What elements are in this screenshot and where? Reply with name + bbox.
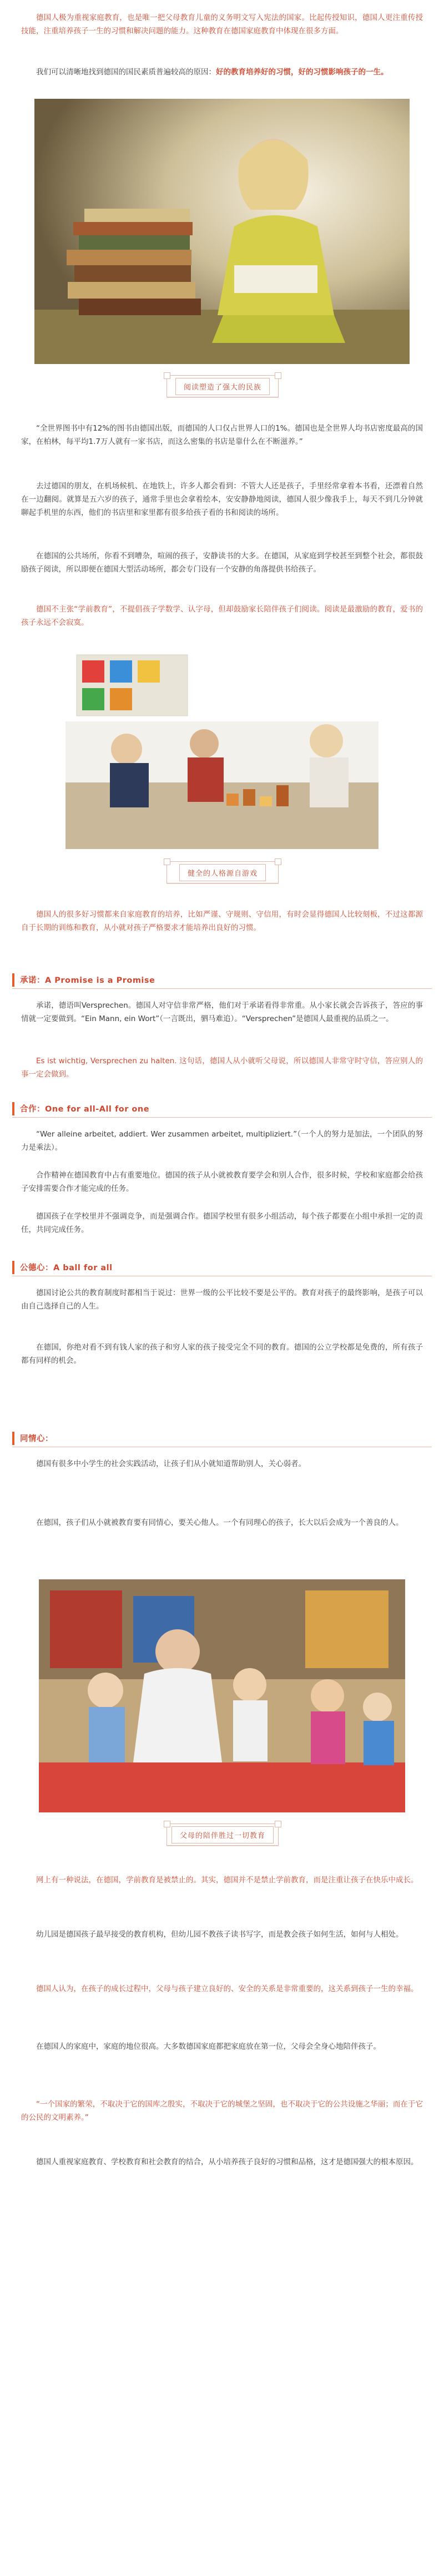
cooperation-paragraph-1: 合作精神在德国教育中占有重要地位。德国的孩子从小就被教育要学会和别人合作，很多时候，学校和家庭都会给孩子安排需要合作才能完成的任务。 [21, 1171, 423, 1193]
public-reading-paragraph: 在德国的公共场所，你看不到嘈杂，喧闹的孩子，安静读书的大多。在德国，从家庭到学校甚至到整个社会，都很鼓励孩子阅读，所以即便在德国大型活动场所，都会专门设有一个安静的角落提供书给孩子。 [21, 552, 423, 574]
cooperation-quote-paragraph: “Wer alleine arbeitet, addiert. Wer zusammen arbeitet, multipliziert.”（一个人的努力是加法，一个团队的努力是乘法）。 [21, 1130, 423, 1152]
intro-conclusion: 我们可以清晰地找到德国的国民素质普遍较高的原因：好的教育培养好的习惯，好的习惯影响孩子的一生。 [36, 68, 389, 77]
cooperation-paragraph-2: 德国孩子在学校里并不强调竞争，而是强调合作。德国学校里有很多小组活动，每个孩子都要在小组中承担一定的责任，共同完成任务。 [21, 1212, 423, 1234]
compassion-paragraph-1: 德国有很多中小学生的社会实践活动，让孩子们从小就知道帮助别人，关心弱者。 [36, 1459, 306, 1468]
section-cooperation: 合作：One for all-All for one [12, 1100, 432, 1118]
intro-paragraph: 德国人极为重视家庭教育，也是唯一把父母教育儿童的义务明文写入宪法的国家。比起传授知识，德国人更注重传授技能，注重培养孩子一生的习惯和解决问题的能力。这种教育在德国家庭教育中体现在很多方面。 [21, 13, 423, 36]
promise-quote-paragraph: Es ist wichtig, Versprechen zu halten. 这句话，德国人从小就听父母说，所以德国人非常守时守信，答应别人的事一定会做到。 [21, 1057, 423, 1079]
parent-relationship-paragraph: 德国人认为，在孩子的成长过程中，父母与孩子建立良好的、安全的关系是非常重要的，这关系到孩子一生的幸福。 [36, 1984, 418, 1993]
public-morality-paragraph-2: 在德国，你绝对看不到有钱人家的孩子和穷人家的孩子接受完全不同的教育。德国的公立学校都是免费的，所有孩子都有同样的机会。 [21, 1343, 423, 1365]
reading-habit-paragraph: 去过德国的朋友，在机场候机、在地铁上，许多人都会看到：不管大人还是孩子，手里经常拿着本书看，还漂着自然在一边翻阅。就算是五六岁的孩子，通常手里也会拿着绘本，安安静静地阅读，德国人很少像我手上，每天不到几分钟就聊起手机里的东西，他们的书店里和家里都有很多给孩子看的书和阅读的场所。 [21, 482, 423, 517]
section-compassion: 同情心： [12, 1430, 432, 1447]
public-morality-paragraph-1: 德国讨论公共的教育制度时都相当于说过：世界一级的公平比较不要是公平的。教育对孩子的最终影响，是孩子可以由自己选择自己的人生。 [21, 1289, 423, 1311]
preschool-reading-paragraph: 德国不主张“学前教育”，不提倡孩子学数学、认字母，但却鼓励家长陪伴孩子们阅读。阅读是最激励的教育，爱书的孩子永远不会寂寞。 [21, 605, 423, 627]
kids-blocks-photo [65, 644, 379, 849]
family-paragraph: 在德国人的家庭中，家庭的地位很高。大多数德国家庭都把家庭放在第一位，父母会全身心地陪伴孩子。 [36, 2042, 381, 2051]
preschool-paragraph: 网上有一种说法，在德国，学前教育是被禁止的。其实，德国并不是禁止学前教育，而是注重让孩子在快乐中成长。 [36, 1876, 418, 1885]
habits-paragraph: 德国人的很多好习惯都来自家庭教育的培养，比如严谨、守规则、守信用，有时会显得德国人比较刻板，不过这都源自于长期的训练和教育，从小就对孩子严格要求才能培养出良好的习惯。 [21, 910, 423, 932]
teacher-children-photo [39, 1579, 405, 1812]
kindergarten-paragraph: 幼儿园是德国孩子最早接受的教育机构，但幼儿园不教孩子读书写字，而是教会孩子如何生活，如何与人相处。 [36, 1930, 403, 1939]
conclusion-paragraph: 德国人重视家庭教育、学校教育和社会教育的结合，从小培养孩子良好的习惯和品格，这才是德国强大的根本原因。 [36, 2158, 418, 2166]
girl-reading-photo [34, 99, 410, 364]
prosperity-quote-paragraph: “一个国家的繁荣，不取决于它的国库之殷实，不取决于它的城堡之坚固，也不取决于它的公共设施之华丽；而在于它的公民的文明素养。” [21, 2100, 423, 2122]
section-promise: 承诺：A Promise is a Promise [12, 971, 432, 989]
caption-reading: 阅读塑造了强大的民族 [167, 375, 279, 397]
compassion-paragraph-2: 在德国，孩子们从小就被教育要有同情心，要关心他人。一个有同理心的孩子，长大以后会成为一个善良的人。 [36, 1518, 403, 1527]
promise-paragraph: 承诺，德语叫Versprechen。德国人对守信非常严格，他们对于承诺看得非常重。从小家长就会告诉孩子，答应的事情就一定要做到。“Ein Mann, ein Wort”（一言既出，驷马难追）。“Versprechen”是德国人最重视的品质之一。 [21, 1001, 423, 1023]
caption-parents: 父母的陪伴胜过一切教育 [167, 1824, 279, 1846]
section-public-morality: 公德心：A ball for all [12, 1259, 432, 1276]
reading-stats-paragraph: “全世界图书中有12%的图书由德国出版，而德国的人口仅占世界人口的1%。德国也是全世界人均书店密度最高的国家，在柏林，每平均1.7万人就有一家书店，而这么密集的书店是靠什么在不断滋养。” [21, 424, 423, 446]
caption-play: 健全的人格源自游戏 [167, 861, 279, 883]
